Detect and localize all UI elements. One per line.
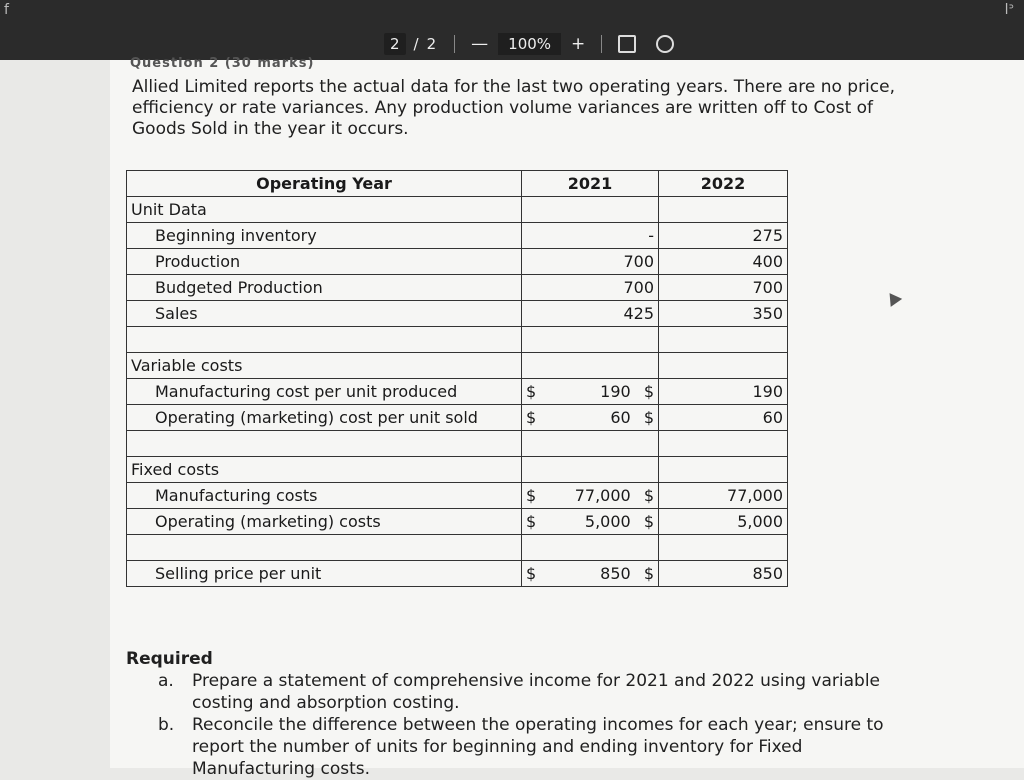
item-text: Reconcile the difference between the operating incomes for each year; ensure to report the number of units for beginning and ending inventory for Fixed Manufacturing costs. xyxy=(192,715,884,779)
value-2021 xyxy=(560,379,659,405)
value-2021 xyxy=(560,561,659,587)
spacer-row xyxy=(127,535,788,561)
empty-cell xyxy=(522,457,659,483)
row-label: Production xyxy=(127,249,522,275)
value-2022: 350 xyxy=(659,301,788,327)
table-row xyxy=(127,483,788,509)
empty-cell xyxy=(659,457,788,483)
value-2022: 275 xyxy=(659,223,788,249)
currency-symbol: $ xyxy=(522,509,561,535)
required-section xyxy=(126,648,898,780)
empty-cell xyxy=(659,327,788,353)
currency-symbol: $ xyxy=(522,561,561,587)
row-label: Beginning inventory xyxy=(127,223,522,249)
table-row xyxy=(127,249,788,275)
corner-right-glyph: lᐣ xyxy=(1004,2,1014,18)
section-title: Unit Data xyxy=(127,197,522,223)
empty-cell xyxy=(659,197,788,223)
empty-cell xyxy=(522,327,659,353)
value-2021 xyxy=(560,483,659,509)
table-row xyxy=(127,509,788,535)
spacer-row xyxy=(127,431,788,457)
fit-page-icon[interactable] xyxy=(618,35,636,53)
row-label: Selling price per unit xyxy=(127,561,522,587)
required-item-b xyxy=(126,714,898,780)
page-indicator xyxy=(372,33,448,55)
table-row xyxy=(127,301,788,327)
value-2021 xyxy=(560,509,659,535)
empty-cell xyxy=(522,353,659,379)
corner-left-glyph: f xyxy=(4,2,9,18)
value-2022: 190 xyxy=(659,379,788,405)
row-label: Manufacturing costs xyxy=(127,483,522,509)
amount-2021: 190 xyxy=(600,382,631,401)
empty-cell xyxy=(127,535,522,561)
header-operating-year: Operating Year xyxy=(127,171,522,197)
value-2022: 60 xyxy=(659,405,788,431)
toolbar-divider xyxy=(454,35,455,53)
intro-paragraph: Allied Limited reports the actual data for the last two operating years. There are no price, efficiency or rate variances. Any production volume variances are written off to Cost of Goods Sold in the year it occurs. xyxy=(132,77,895,139)
amount-2021: 77,000 xyxy=(574,486,631,505)
toolbar-divider xyxy=(601,35,602,53)
currency-symbol: $ xyxy=(522,405,561,431)
value-2022: 5,000 xyxy=(659,509,788,535)
section-row-unit-data xyxy=(127,197,788,223)
value-2021: 425 xyxy=(522,301,659,327)
currency-symbol: $ xyxy=(643,564,654,583)
section-row-fixed-costs xyxy=(127,457,788,483)
value-2022: 77,000 xyxy=(659,483,788,509)
currency-symbol: $ xyxy=(643,486,654,505)
operating-data-table xyxy=(126,170,788,587)
rotate-icon[interactable] xyxy=(656,35,674,53)
section-title: Fixed costs xyxy=(127,457,522,483)
empty-cell xyxy=(659,535,788,561)
question-heading-fragment: Question 2 (30 marks) xyxy=(130,56,315,71)
currency-symbol: $ xyxy=(522,483,561,509)
row-label: Operating (marketing) cost per unit sold xyxy=(127,405,522,431)
page-separator: / xyxy=(413,35,419,53)
required-item-a xyxy=(126,670,898,714)
required-title: Required xyxy=(126,649,213,669)
table-header-row xyxy=(127,171,788,197)
empty-cell xyxy=(127,431,522,457)
toolbar-controls xyxy=(372,28,684,60)
value-2022: 850 xyxy=(659,561,788,587)
table-row xyxy=(127,379,788,405)
zoom-out-button[interactable]: — xyxy=(471,34,489,54)
header-2022: 2022 xyxy=(659,171,788,197)
value-2021: 700 xyxy=(522,249,659,275)
currency-symbol: $ xyxy=(522,379,561,405)
item-letter: b. xyxy=(158,715,175,735)
page-current-input[interactable]: 2 xyxy=(384,33,406,55)
header-2021: 2021 xyxy=(522,171,659,197)
currency-symbol: $ xyxy=(643,382,654,401)
value-2021 xyxy=(560,405,659,431)
row-label: Operating (marketing) costs xyxy=(127,509,522,535)
section-row-variable-costs xyxy=(127,353,788,379)
zoom-level-input[interactable]: 100% xyxy=(498,33,561,55)
zoom-in-button[interactable]: + xyxy=(571,34,586,54)
table-row xyxy=(127,405,788,431)
row-label: Manufacturing cost per unit produced xyxy=(127,379,522,405)
section-title: Variable costs xyxy=(127,353,522,379)
row-label: Sales xyxy=(127,301,522,327)
page-total: 2 xyxy=(426,35,437,53)
empty-cell xyxy=(522,197,659,223)
empty-cell xyxy=(522,431,659,457)
value-2022: 700 xyxy=(659,275,788,301)
table-row xyxy=(127,275,788,301)
spacer-row xyxy=(127,327,788,353)
table-row-selling-price xyxy=(127,561,788,587)
item-letter: a. xyxy=(158,671,174,691)
empty-cell xyxy=(659,431,788,457)
amount-2021: 60 xyxy=(610,408,631,427)
empty-cell xyxy=(127,327,522,353)
value-2022: 400 xyxy=(659,249,788,275)
currency-symbol: $ xyxy=(643,408,654,427)
amount-2021: 5,000 xyxy=(584,512,631,531)
row-label: Budgeted Production xyxy=(127,275,522,301)
empty-cell xyxy=(522,535,659,561)
value-2021: 700 xyxy=(522,275,659,301)
amount-2021: 850 xyxy=(600,564,631,583)
pdf-toolbar xyxy=(0,0,1024,60)
value-2021: - xyxy=(522,223,659,249)
currency-symbol: $ xyxy=(643,512,654,531)
item-text: Prepare a statement of comprehensive income for 2021 and 2022 using variable costing and absorption costing. xyxy=(192,671,881,713)
empty-cell xyxy=(659,353,788,379)
table-row xyxy=(127,223,788,249)
